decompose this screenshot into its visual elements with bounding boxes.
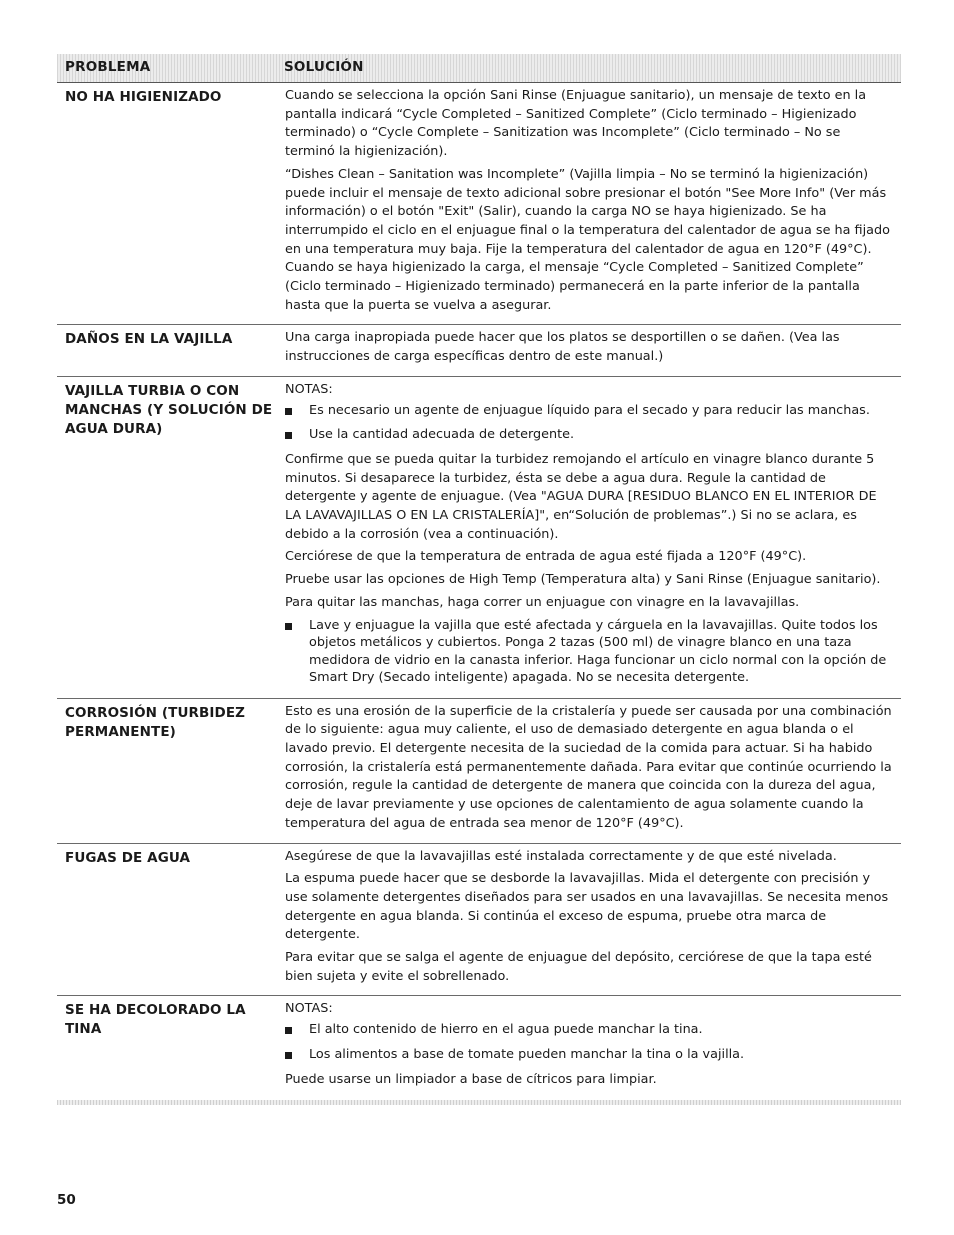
solution-cell — [285, 381, 892, 693]
bullet-text: Es necesario un agente de enjuague líquido para el secado y para reducir las manchas. — [309, 402, 870, 418]
notes-label: NOTAS: — [285, 381, 333, 397]
solution-paragraph: “Dishes Clean – Sanitation was Incomplete” (Vajilla limpia – No se terminó la higienización) puede incluir el mensaje de texto adicional sobre presionar el botón "See More Info" (Ver más información) o el botón "Exit" (Salir), cuando la carga NO se haya higienizado. Se ha interrumpido el ciclo en el enjuague final o la temperatura del calentador de agua se ha fijado en una temperatura muy baja. Fije la temperatura del calentador de agua en 120°F (49°C). Cuando se haya higienizado la carga, el mensaje “Cycle Completed – Sanitized Complete” (Ciclo terminado – Higienizado terminado) permanecerá en la parte inferior de la pantalla hasta que la puerta se vuelva a asegurar. — [285, 166, 890, 313]
bullet-square-icon — [285, 402, 309, 421]
solution-paragraph: Una carga inapropiada puede hacer que los platos se desportillen o se dañen. (Vea las instrucciones de carga específicas dentro de este manual.) — [285, 330, 840, 365]
bullet-square-icon — [285, 617, 309, 687]
solution-paragraph: Cuando se selecciona la opción Sani Rinse (Enjuague sanitario), un mensaje de texto en la pantalla indicará “Cycle Completed – Sanitized Complete” (Ciclo terminado – Higienizado terminado) o “Cycle Complete – Sanitization was Incomplete” (Ciclo terminado – No se terminó la higienización). — [285, 88, 867, 160]
solution-paragraph: La espuma puede hacer que se desborde la lavavajillas. Mida el detergente con precisión y use solamente detergentes diseñados para ser usados en una lavavajillas. Se necesita menos detergente en agua blanda. Si continúa el exceso de espuma, pruebe otra marca de detergente. — [285, 871, 889, 943]
problem-cell: CORROSIÓN (TURBIDEZ PERMANENTE) — [65, 704, 246, 740]
bullet-item — [285, 1021, 892, 1040]
table-footer-band — [57, 1100, 901, 1105]
bullet-text: El alto contenido de hierro en el agua puede manchar la tina. — [309, 1022, 703, 1038]
table-row — [57, 844, 901, 997]
bullet-square-icon — [285, 426, 309, 445]
solution-cell — [285, 329, 892, 370]
solution-cell — [285, 703, 892, 838]
bullet-text: Use la cantidad adecuada de detergente. — [309, 427, 575, 443]
table-row — [57, 325, 901, 376]
table-row — [57, 699, 901, 844]
solution-paragraph: Puede usarse un limpiador a base de cítricos para limpiar. — [285, 1071, 657, 1087]
problem-cell: FUGAS DE AGUA — [65, 849, 191, 866]
bullet-text: Los alimentos a base de tomate pueden manchar la tina o la vajilla. — [309, 1046, 745, 1062]
solution-paragraph: Pruebe usar las opciones de High Temp (Temperatura alta) y Sani Rinse (Enjuague sanitario). — [285, 572, 881, 588]
solution-paragraph: Asegúrese de que la lavavajillas esté instalada correctamente y de que esté nivelada. — [285, 848, 837, 864]
bullet-item — [285, 1046, 892, 1065]
table-row — [57, 377, 901, 699]
solution-paragraph: Para evitar que se salga el agente de enjuague del depósito, cerciórese de que la tapa esté bien sujeta y evite el sobrellenado. — [285, 950, 872, 984]
solution-cell — [285, 1000, 892, 1093]
page-number: 50 — [57, 1192, 76, 1208]
bullet-text: Lave y enjuague la vajilla que esté afectada y cárguela en la lavavajillas. Quite todos los objetos metálicos y cubiertos. Ponga 2 tazas (500 ml) de vinagre blanco en una taza medidora de vidrio en la canasta inferior. Haga funcionar un ciclo normal con la opción de Smart Dry (Secado inteligente) apagada. No se necesita detergente. — [309, 617, 887, 686]
problem-cell: NO HA HIGIENIZADO — [65, 89, 222, 105]
header-solution: SOLUCIÓN — [284, 59, 364, 75]
notes-label: NOTAS: — [285, 1001, 333, 1017]
bullet-square-icon — [285, 1046, 309, 1065]
table-header — [57, 54, 901, 83]
solution-paragraph: Confirme que se pueda quitar la turbidez remojando el artículo en vinagre blanco durante 5 minutos. Si desaparece la turbidez, ésta se debe a agua dura. Regule la cantidad de detergente y agente de enjuague. (Vea "AGUA DURA [RESIDUO BLANCO EN EL INTERIOR DE LA LAVAVAJILLAS O EN LA CRISTALERÍA]", en“Solución de problemas”.) Si no se aclara, es debido a la corrosión (vea a continuación). — [285, 451, 877, 542]
bullet-item — [285, 426, 892, 445]
troubleshooting-table — [57, 54, 901, 1105]
problem-cell: VAJILLA TURBIA O CON MANCHAS (Y SOLUCIÓN DE AGUA DURA) — [65, 382, 273, 437]
solution-cell — [285, 87, 892, 319]
solution-paragraph: Cerciórese de que la temperatura de entrada de agua esté fijada a 120°F (49°C). — [285, 549, 807, 565]
solution-cell — [285, 848, 892, 991]
bullet-item — [285, 617, 892, 687]
problem-cell: SE HA DECOLORADO LA TINA — [65, 1002, 246, 1038]
solution-paragraph: Esto es una erosión de la superficie de la cristalería y puede ser causada por una combinación de lo siguiente: agua muy caliente, el uso de demasiado detergente en agua blanda o el lavado previo. El detergente necesita de la suciedad de la comida para actuar. Si ha habido corrosión, la cristalería está permanentemente dañada. Para evitar que continúe ocurriendo la corrosión, regule la cantidad de detergente de manera que coincida con la dureza del agua, deje de lavar previamente y use opciones de calentamiento de agua solamente cuando la temperatura del agua de entrada sea menor de 120°F (49°C). — [285, 703, 892, 831]
table-row — [57, 83, 901, 325]
solution-paragraph: Para quitar las manchas, haga correr un enjuague con vinagre en la lavavajillas. — [285, 594, 800, 610]
table-row — [57, 996, 901, 1098]
bullet-item — [285, 402, 892, 421]
problem-cell: DAÑOS EN LA VAJILLA — [65, 331, 233, 348]
bullet-square-icon — [285, 1021, 309, 1040]
header-problem: PROBLEMA — [65, 59, 151, 75]
